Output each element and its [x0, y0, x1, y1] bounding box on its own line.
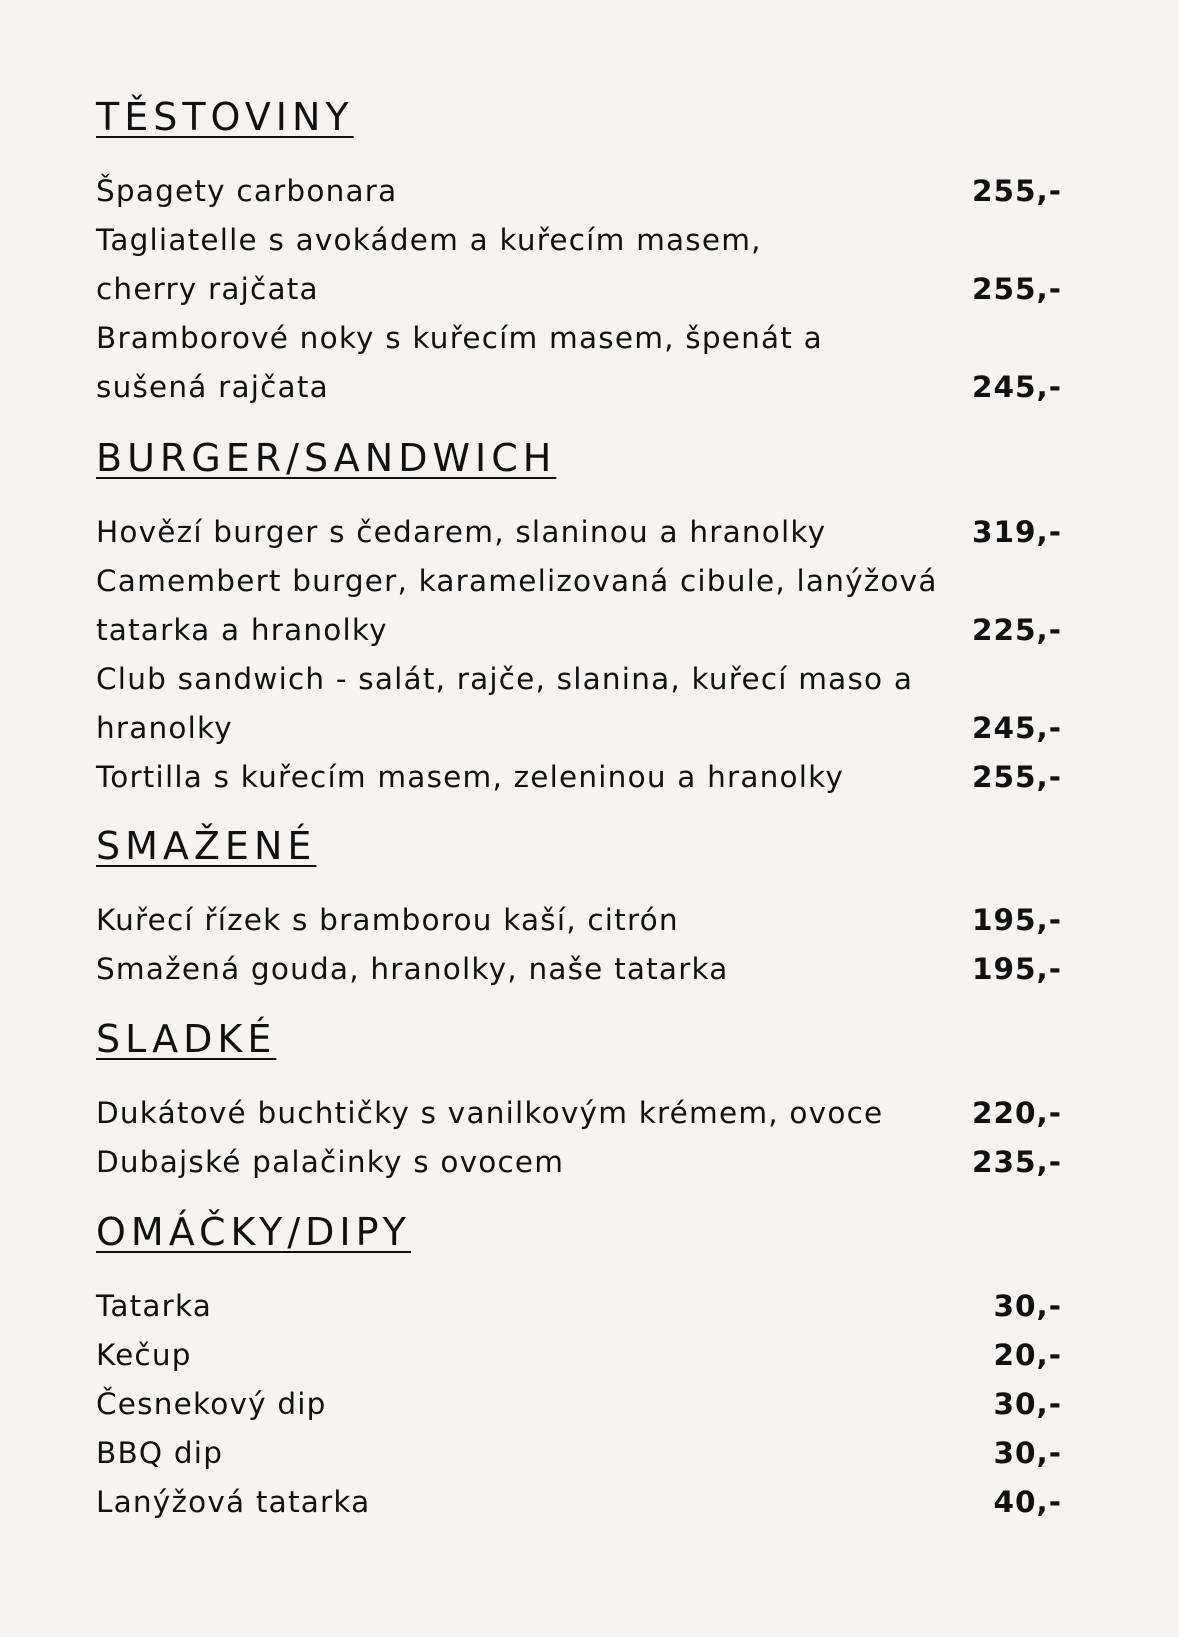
item-price: 30,- [993, 1436, 1062, 1470]
menu-item [96, 167, 1062, 216]
item-price: 225,- [971, 613, 1062, 647]
section-title-omacky-dipy: OMÁČKY/DIPY [96, 1210, 411, 1254]
item-name-cont: tatarka a hranolky [96, 613, 388, 647]
menu-item [96, 1138, 1062, 1187]
item-price: 255,- [971, 760, 1062, 794]
item-name: Hovězí burger s čedarem, slaninou a hranolky [96, 515, 827, 549]
item-price: 245,- [971, 711, 1062, 745]
menu-item [96, 1089, 1062, 1138]
item-price: 245,- [971, 370, 1062, 404]
menu-item [96, 753, 1062, 802]
section-title-testoviny: TĚSTOVINY [96, 95, 354, 139]
item-name-cont: hranolky [96, 711, 233, 745]
menu-item [96, 557, 1062, 655]
item-price: 30,- [993, 1289, 1062, 1323]
item-price: 235,- [971, 1145, 1062, 1179]
item-name: Kečup [96, 1338, 192, 1372]
menu-item [96, 314, 1062, 412]
item-name-cont: sušená rajčata [96, 370, 329, 404]
item-price: 30,- [993, 1387, 1062, 1421]
item-name: BBQ dip [96, 1436, 224, 1470]
item-name: Smažená gouda, hranolky, naše tatarka [96, 952, 729, 986]
item-price: 195,- [971, 903, 1062, 937]
item-price: 220,- [971, 1096, 1062, 1130]
item-name: Tagliatelle s avokádem a kuřecím masem, [96, 223, 762, 257]
item-name: Dukátové buchtičky s vanilkovým krémem, ovoce [96, 1096, 884, 1130]
section-title-smazene: SMAŽENÉ [96, 824, 317, 868]
section-title-burger-sandwich: BURGER/SANDWICH [96, 436, 557, 480]
item-price: 255,- [971, 272, 1062, 306]
item-name: Česnekový dip [96, 1387, 327, 1421]
item-name: Kuřecí řízek s bramborou kaší, citrón [96, 903, 679, 937]
item-name: Tortilla s kuřecím masem, zeleninou a hranolky [96, 760, 845, 794]
menu-item [96, 945, 1062, 994]
item-name: Lanýžová tatarka [96, 1485, 371, 1519]
section-title-sladke: SLADKÉ [96, 1017, 277, 1061]
menu-item [96, 1478, 1062, 1527]
item-name-cont: cherry rajčata [96, 272, 319, 306]
item-name: Bramborové noky s kuřecím masem, špenát a [96, 321, 823, 355]
item-name: Dubajské palačinky s ovocem [96, 1145, 565, 1179]
menu-item [96, 216, 1062, 314]
item-name: Tatarka [96, 1289, 213, 1323]
menu-item [96, 655, 1062, 753]
menu-item [96, 1282, 1062, 1331]
item-price: 195,- [971, 952, 1062, 986]
item-price: 319,- [971, 515, 1062, 549]
item-price: 20,- [993, 1338, 1062, 1372]
item-name: Camembert burger, karamelizovaná cibule, lanýžová [96, 564, 938, 598]
menu-item [96, 508, 1062, 557]
item-name: Špagety carbonara [96, 174, 398, 208]
menu-item [96, 1331, 1062, 1380]
menu-item [96, 1380, 1062, 1429]
menu-item [96, 896, 1062, 945]
item-price: 255,- [971, 174, 1062, 208]
item-name: Club sandwich - salát, rajče, slanina, kuřecí maso a [96, 662, 914, 696]
menu-item [96, 1429, 1062, 1478]
item-price: 40,- [993, 1485, 1062, 1519]
